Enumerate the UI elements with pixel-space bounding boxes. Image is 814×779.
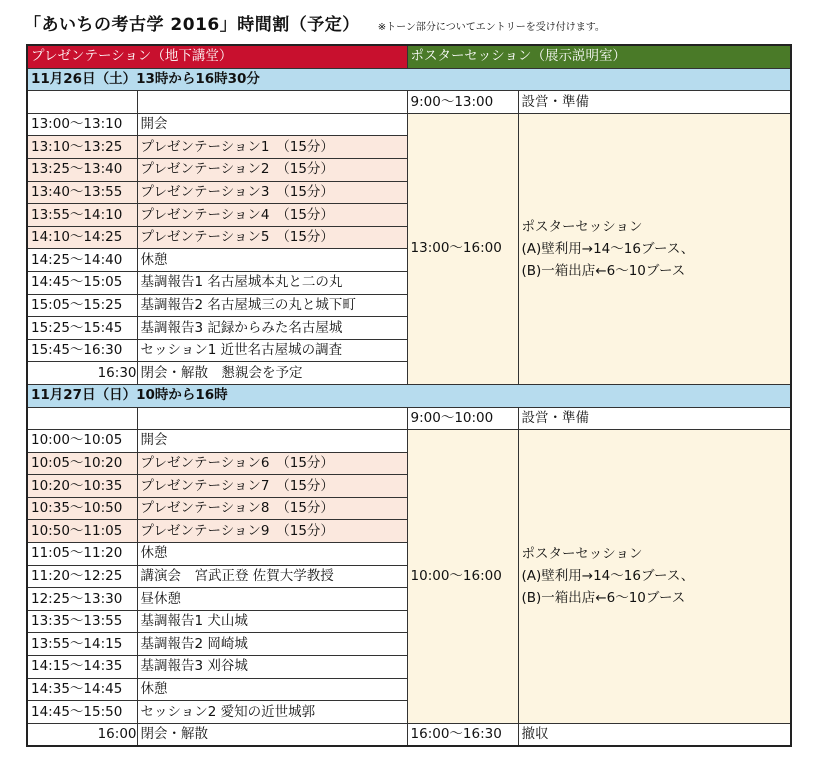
poster-setup-time: 9:00〜13:00	[407, 91, 518, 114]
day-label: 11月26日（土）13時から16時30分	[27, 68, 791, 91]
time-cell: 16:00	[27, 723, 137, 746]
time-cell: 10:50〜11:05	[27, 520, 137, 543]
event-cell: プレゼンテーション4 （15分）	[137, 204, 407, 227]
time-cell: 11:20〜12:25	[27, 565, 137, 588]
poster-session-desc	[518, 113, 791, 384]
time-cell: 13:10〜13:25	[27, 136, 137, 159]
time-cell: 14:45〜15:50	[27, 701, 137, 724]
page-title: 「あいちの考古学 2016」時間割（予定）	[24, 15, 360, 35]
schedule-row	[27, 407, 791, 430]
time-cell: 10:05〜10:20	[27, 452, 137, 475]
event-cell: 閉会・解散 懇親会を予定	[137, 362, 407, 385]
time-cell: 14:25〜14:40	[27, 249, 137, 272]
event-cell: 開会	[137, 113, 407, 136]
schedule-table	[26, 44, 792, 747]
event-cell: 基調報告3 刈谷城	[137, 656, 407, 679]
schedule-row	[27, 430, 791, 453]
event-cell	[137, 407, 407, 430]
time-cell: 13:40〜13:55	[27, 181, 137, 204]
event-cell: 講演会 宮武正登 佐賀大学教授	[137, 565, 407, 588]
poster-session-line: (B)一箱出店←6〜10ブース	[521, 590, 686, 607]
event-cell	[137, 91, 407, 114]
time-cell: 13:55〜14:10	[27, 204, 137, 227]
event-cell: プレゼンテーション3 （15分）	[137, 181, 407, 204]
event-cell: セッション1 近世名古屋城の調査	[137, 339, 407, 362]
event-cell: 休憩	[137, 249, 407, 272]
time-cell: 14:10〜14:25	[27, 226, 137, 249]
header-row	[27, 45, 791, 68]
time-cell: 16:30	[27, 362, 137, 385]
time-cell: 14:35〜14:45	[27, 678, 137, 701]
poster-session-desc	[518, 430, 791, 724]
time-cell: 15:25〜15:45	[27, 317, 137, 340]
event-cell: プレゼンテーション9 （15分）	[137, 520, 407, 543]
time-cell: 10:20〜10:35	[27, 475, 137, 498]
time-cell: 10:00〜10:05	[27, 430, 137, 453]
poster-session-line: (A)壁利用→14〜16ブース、	[521, 240, 695, 257]
schedule-row	[27, 113, 791, 136]
time-cell: 10:35〜10:50	[27, 497, 137, 520]
time-cell: 12:25〜13:30	[27, 588, 137, 611]
time-cell	[27, 407, 137, 430]
day-row	[27, 384, 791, 407]
event-cell: プレゼンテーション5 （15分）	[137, 226, 407, 249]
poster-session-time: 13:00〜16:00	[407, 113, 518, 384]
day-label: 11月27日（日）10時から16時	[27, 384, 791, 407]
poster-session-line: (A)壁利用→14〜16ブース、	[521, 568, 695, 585]
event-cell: 基調報告1 犬山城	[137, 610, 407, 633]
event-cell: プレゼンテーション1 （15分）	[137, 136, 407, 159]
time-cell: 13:25〜13:40	[27, 158, 137, 181]
event-cell: プレゼンテーション8 （15分）	[137, 497, 407, 520]
poster-setup-label: 設営・準備	[518, 91, 791, 114]
poster-session-line: (B)一箱出店←6〜10ブース	[521, 262, 686, 279]
poster-session-line: ポスターセッション	[521, 546, 643, 563]
event-cell: プレゼンテーション6 （15分）	[137, 452, 407, 475]
poster-close-label: 撤収	[518, 723, 791, 746]
event-cell: 休憩	[137, 543, 407, 566]
schedule-row	[27, 723, 791, 746]
time-cell: 13:00〜13:10	[27, 113, 137, 136]
event-cell: 昼休憩	[137, 588, 407, 611]
event-cell: 基調報告2 名古屋城三の丸と城下町	[137, 294, 407, 317]
time-cell: 14:15〜14:35	[27, 656, 137, 679]
event-cell: プレゼンテーション2 （15分）	[137, 158, 407, 181]
time-cell: 15:05〜15:25	[27, 294, 137, 317]
poster-header: ポスターセッション（展示説明室）	[407, 45, 791, 68]
poster-close-time: 16:00〜16:30	[407, 723, 518, 746]
event-cell: プレゼンテーション7 （15分）	[137, 475, 407, 498]
presentation-header: プレゼンテーション（地下講堂）	[27, 45, 407, 68]
time-cell	[27, 91, 137, 114]
event-cell: 基調報告1 名古屋城本丸と二の丸	[137, 271, 407, 294]
time-cell: 13:35〜13:55	[27, 610, 137, 633]
event-cell: 閉会・解散	[137, 723, 407, 746]
day-row	[27, 68, 791, 91]
schedule-body	[27, 45, 791, 746]
entry-note: ※トーン部分についてエントリーを受け付けます。	[377, 22, 605, 33]
event-cell: 休憩	[137, 678, 407, 701]
title-row	[24, 10, 605, 40]
poster-session-line: ポスターセッション	[521, 218, 643, 235]
poster-setup-time: 9:00〜10:00	[407, 407, 518, 430]
time-cell: 15:45〜16:30	[27, 339, 137, 362]
event-cell: 基調報告2 岡崎城	[137, 633, 407, 656]
event-cell: 開会	[137, 430, 407, 453]
time-cell: 13:55〜14:15	[27, 633, 137, 656]
poster-session-time: 10:00〜16:00	[407, 430, 518, 724]
event-cell: 基調報告3 記録からみた名古屋城	[137, 317, 407, 340]
schedule-row	[27, 91, 791, 114]
poster-setup-label: 設営・準備	[518, 407, 791, 430]
event-cell: セッション2 愛知の近世城郭	[137, 701, 407, 724]
time-cell: 11:05〜11:20	[27, 543, 137, 566]
time-cell: 14:45〜15:05	[27, 271, 137, 294]
